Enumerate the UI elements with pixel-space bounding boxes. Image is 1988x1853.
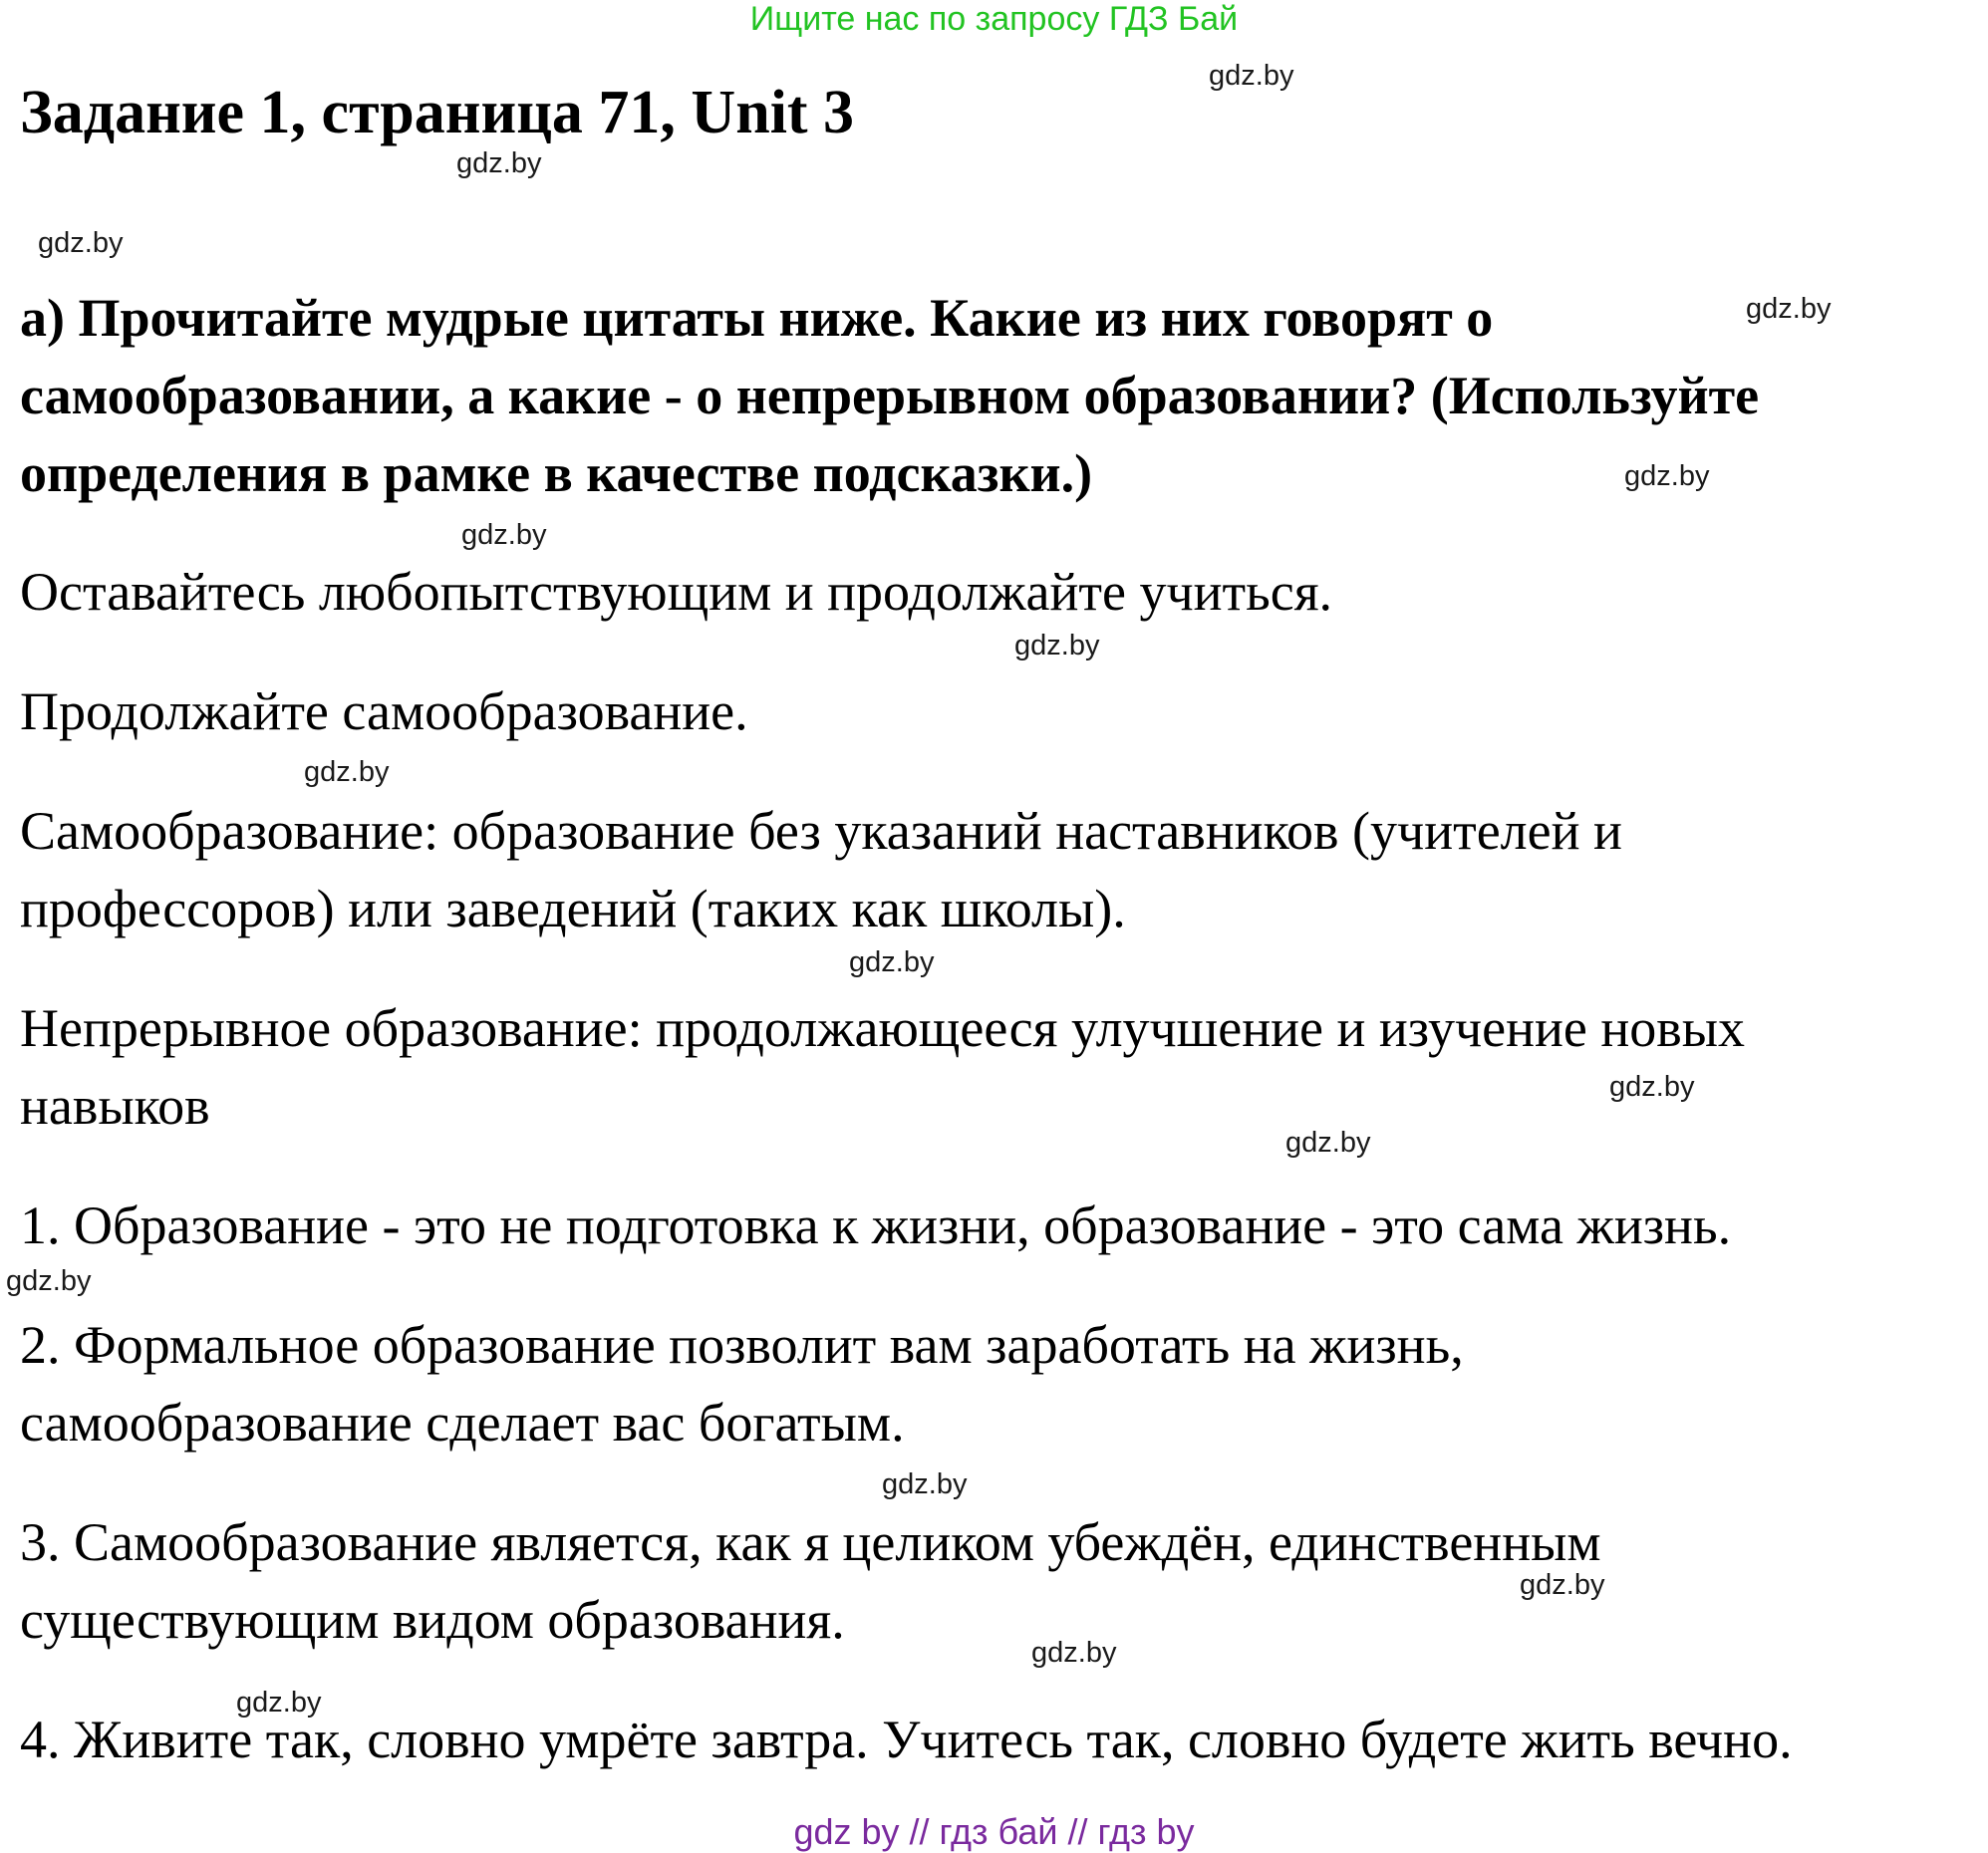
watermark: gdz.by [1624,460,1710,492]
quote-3-line-2: существующим видом образования. [20,1590,845,1650]
watermark: gdz.by [456,147,542,179]
watermark: gdz.by [461,519,547,551]
quote-4: 4. Живите так, словно умрёте завтра. Учитесь так, словно будете жить вечно. [20,1710,1793,1769]
watermark: gdz.by [1609,1071,1695,1103]
footer-links: gdz by // гдз бай // гдз by [793,1811,1195,1852]
definition-lifelong-learning-line-1: Непрерывное образование: продолжающееся улучшение и изучение новых [20,998,1746,1058]
definition-lifelong-learning-line-2: навыков [20,1076,210,1136]
box-line-continue: Продолжайте самообразование. [20,681,748,741]
definition-self-education-line-1: Самообразование: образование без указаний наставников (учителей и [20,801,1622,861]
watermark: gdz.by [1285,1127,1371,1159]
watermark: gdz.by [1520,1569,1605,1601]
watermark: gdz.by [1031,1637,1117,1669]
instruction-line-2: самообразовании, а какие - о непрерывном образовании? (Используйте [20,366,1760,425]
quote-2-line-2: самообразование сделает вас богатым. [20,1393,905,1453]
definition-self-education-line-2: профессоров) или заведений (таких как школы). [20,879,1126,938]
top-banner: Ищите нас по запросу ГДЗ Бай [749,0,1239,38]
page-title: Задание 1, страница 71, Unit 3 [20,79,855,146]
watermark: gdz.by [849,946,935,978]
watermark: gdz.by [6,1265,92,1297]
watermark: gdz.by [1746,293,1832,325]
instruction-line-1: a) Прочитайте мудрые цитаты ниже. Какие из них говорят о [20,288,1494,348]
quote-2-line-1: 2. Формальное образование позволит вам заработать на жизнь, [20,1315,1464,1375]
watermark: gdz.by [1209,60,1294,92]
quote-3-line-1: 3. Самообразование является, как я целиком убеждён, единственным [20,1512,1601,1572]
quote-1: 1. Образование - это не подготовка к жизни, образование - это сама жизнь. [20,1195,1732,1255]
watermark: gdz.by [236,1687,322,1719]
watermark: gdz.by [38,227,124,259]
watermark: gdz.by [882,1468,968,1500]
watermark: gdz.by [304,756,390,788]
instruction-line-3: определения в рамке в качестве подсказки.) [20,443,1093,503]
watermark: gdz.by [1014,630,1100,662]
box-line-curious: Оставайтесь любопытствующим и продолжайте учиться. [20,562,1333,622]
